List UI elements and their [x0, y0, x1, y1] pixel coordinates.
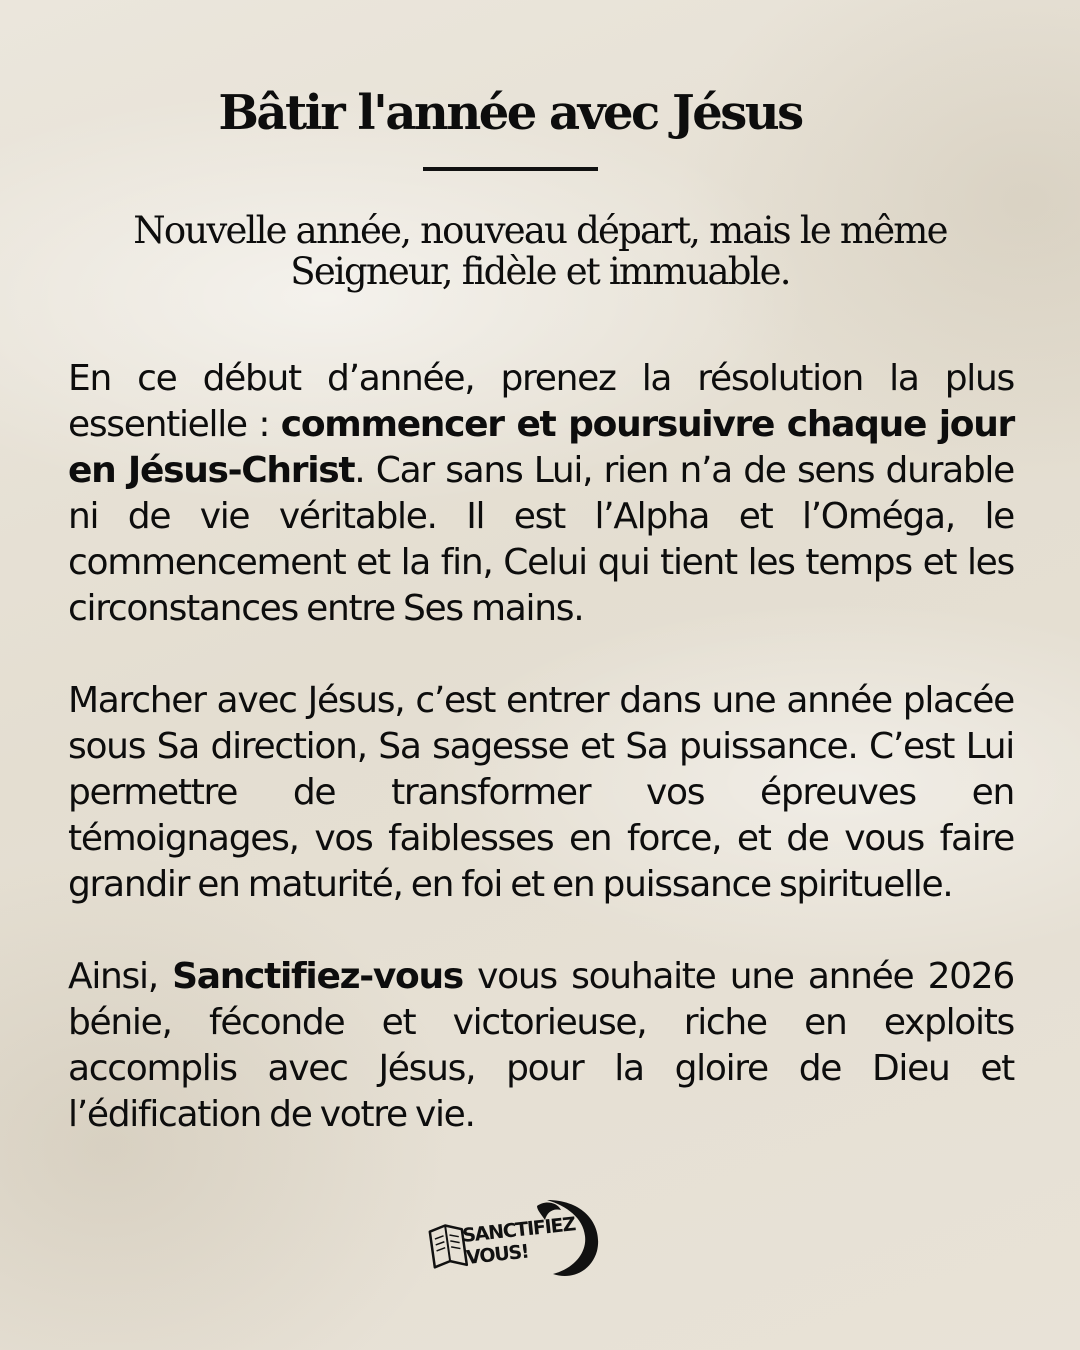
- paragraph-3-text-start: Ainsi,: [68, 956, 173, 997]
- paragraph-1-text-start: En ce début d’année, prenez la résolution la plus essentielle :: [68, 358, 1014, 445]
- paragraph-3-text-end: vous souhaite une année 2026 bénie, féconde et victorieuse, riche en exploits accomplis avec Jésus, pour la gloire de Dieu et l’édification de votre vie.: [68, 956, 1014, 1135]
- paragraph-1: [68, 356, 1014, 632]
- paragraph-3: [68, 954, 1014, 1138]
- paragraph-1-text-end: . Car sans Lui, rien n’a de sens durable ni de vie véritable. Il est l’Alpha et l’Oméga, le commencement et la fin, Celui qui tient les temps et les circonstances entre Ses mains.: [68, 450, 1014, 629]
- page-title: Bâtir l'année avec Jésus: [218, 85, 802, 141]
- title-divider: [423, 167, 598, 171]
- paragraph-3-emphasis: Sanctifiez-vous: [172, 956, 463, 997]
- logo-line-2: VOUS!: [465, 1240, 530, 1269]
- paragraph-1-emphasis: commencer et poursuivre chaque jour en Jésus-Christ: [68, 404, 1015, 491]
- subtitle: Nouvelle année, nouveau départ, mais le même Seigneur, fidèle et immuable.: [133, 209, 947, 293]
- crescent-icon: [547, 1200, 598, 1276]
- paragraph-2: Marcher avec Jésus, c’est entrer dans une année placée sous Sa direction, Sa sagesse et Sa puissance. C’est Lui permettre de transformer vos épreuves en témoignages, vos faiblesses en force, et de vous faire grandir en maturité, en foi et en puissance spirituelle.: [68, 680, 1014, 905]
- logo-line-1: SANCTIFIEZ: [461, 1213, 576, 1247]
- brand-logo: [425, 1196, 605, 1278]
